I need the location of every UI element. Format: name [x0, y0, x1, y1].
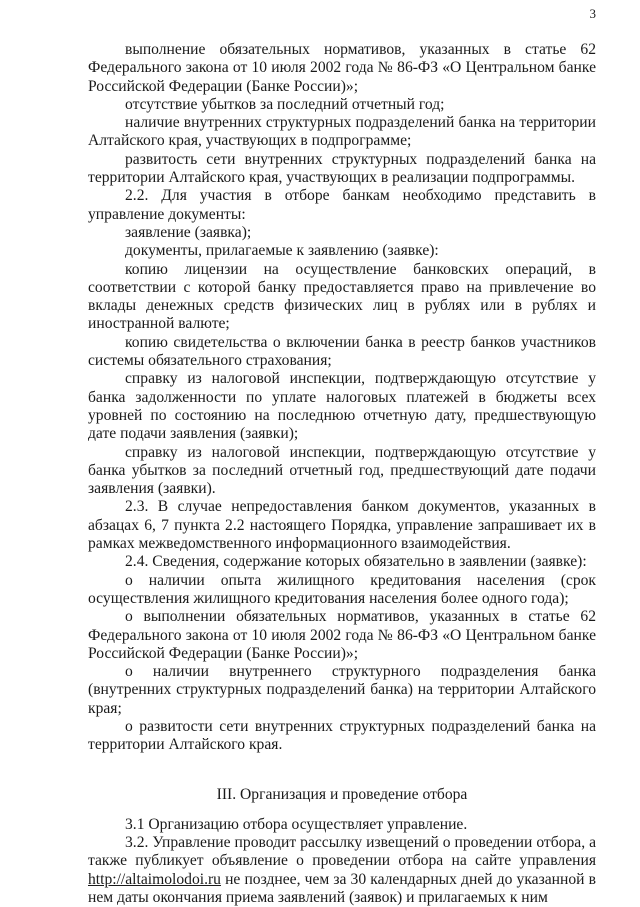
paragraph: 2.2. Для участия в отборе банкам необходимо представить в управление документы:	[88, 187, 596, 223]
paragraph: копию лицензии на осуществление банковских операций, в соответствии с которой банку предоставляется право на привлечение во вклады денежных средств физических лиц в рублях или в рублях и иностранной валюте;	[88, 260, 596, 333]
paragraph: 2.3. В случае непредоставления банком документов, указанных в абзацах 6, 7 пункта 2.2 настоящего Порядка, управление запрашивает их в рамках межведомственного информационного взаимодействия.	[88, 498, 596, 553]
paragraph-3-2-text-end: не позднее, чем за 30 календарных дней до указанной в нем даты окончания приема заявлений (заявок) и прилагаемых к ним	[88, 870, 596, 907]
paragraph: заявление (заявка);	[125, 223, 252, 241]
paragraph: о развитости сети внутренних структурных подразделений банка на территории Алтайского края.	[88, 717, 596, 754]
paragraph: отсутствие убытков за последний отчетный год;	[125, 95, 445, 113]
paragraph: справку из налоговой инспекции, подтверждающую отсутствие у банка убытков за последний отчетный год, предшествующий дате подачи заявления (заявки).	[88, 443, 596, 498]
page-number: 3	[589, 6, 596, 21]
paragraph: наличие внутренних структурных подразделений банка на территории Алтайского края, участвующих в подпрограмме;	[88, 114, 596, 150]
paragraph: о наличии внутреннего структурного подразделения банка (внутренних структурных подразделений банка) на территории Алтайского края;	[88, 663, 596, 717]
paragraph-3-2-text-start: 3.2. Управление проводит рассылку извещений о проведении отбора, а также публикует объявление о проведении отбора на сайте управления	[88, 834, 596, 870]
paragraph: о выполнении обязательных нормативов, указанных в статье 62 Федерального закона от 10 июля 2002 года № 86-ФЗ «О Центральном банке Российской Федерации (Банке России)»;	[88, 608, 596, 662]
document-body	[88, 41, 596, 907]
paragraph: выполнение обязательных нормативов, указанных в статье 62 Федерального закона от 10 июля 2002 года № 86-ФЗ «О Центральном банке Российской Федерации (Банке России)»;	[88, 41, 596, 95]
paragraph: справку из налоговой инспекции, подтверждающую отсутствие у банка задолженности по уплате налоговых платежей в бюджеты всех уровней по состоянию на последнюю отчетную дату, предшествующую дате подачи заявления (заявки);	[88, 370, 596, 443]
paragraph: 2.4. Сведения, содержание которых обязательно в заявлении (заявке):	[125, 553, 587, 571]
section-heading: III. Организация и проведение отбора	[216, 785, 468, 803]
paragraph: документы, прилагаемые к заявлению (заявке):	[125, 242, 439, 260]
paragraph: о наличии опыта жилищного кредитования населения (срок осуществления жилищного кредитования населения более одного года);	[88, 571, 596, 607]
paragraph-3-1: 3.1 Организацию отбора осуществляет управление.	[125, 815, 468, 833]
website-link[interactable]: http://altaimolodoi.ru	[88, 870, 221, 888]
paragraph-3-2	[88, 834, 596, 907]
paragraph: развитость сети внутренних структурных подразделений банка на территории Алтайского края, участвующих в реализации подпрограммы.	[88, 150, 596, 187]
paragraph: копию свидетельства о включении банка в реестр банков участников системы обязательного страхования;	[88, 333, 596, 370]
